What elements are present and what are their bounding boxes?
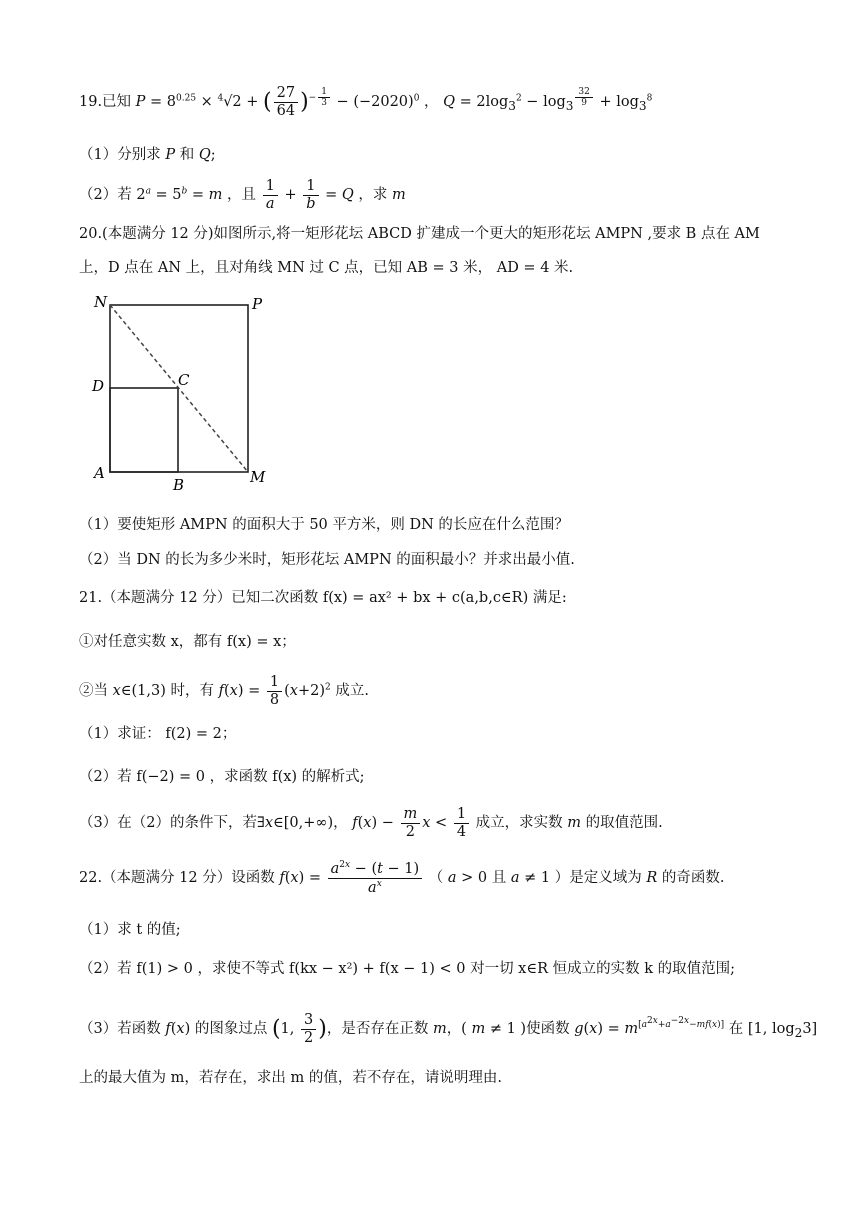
q21-condition1: ①对任意实数 x，都有 f(x) = x； bbox=[79, 634, 296, 650]
label-B: B bbox=[173, 476, 185, 494]
q22-stem: 22.（本题满分 12 分）设函数 f(x) = $\frac{a^{2x} - (t - 1)}{a^x}$ （ a > 0 且 a ≠ 1 ）是定义域为 R 的奇函数. bbox=[79, 860, 725, 896]
label-N: N bbox=[94, 293, 108, 311]
q20-stem-line1: 20.(本题满分 12 分)如图所示,将一矩形花坛 ABCD 扩建成一个更大的矩形花坛 AMPN ,要求 B 点在 AM bbox=[79, 226, 760, 242]
label-M: M bbox=[250, 468, 266, 486]
q21-part2: （2）若 f(−2) = 0 ，求函数 f(x) 的解析式; bbox=[79, 769, 365, 785]
q21-part1: （1）求证： f(2) = 2； bbox=[79, 726, 237, 742]
q20-part2: （2）当 DN 的长为多少米时，矩形花坛 AMPN 的面积最小？并求出最小值. bbox=[79, 552, 575, 568]
q21-stem: 21.（本题满分 12 分）已知二次函数 f(x) = ax² + bx + c(a,b,c∈R) 满足: bbox=[79, 590, 567, 606]
q21-part3: （3）在（2）的条件下，若∃x∈[0,+∞)， f(x) − $\frac{m}{2}$ x < $\frac{1}{4}$ 成立，求实数 m 的取值范围. bbox=[79, 806, 663, 840]
q22-part3-line1: （3）若函数 f(x) 的图象过点 (1, $\frac{3}{2}$ )，是否存在正数 m，( m ≠ 1 )使函数 g(x) = m[a2x+a−2x−mf(x)] 在 [1, $\log_23$] bbox=[79, 1012, 818, 1046]
q19-stem: 19.已知 $P = 8^{0.25} \times ^4√2$ + ( $\frac{27}{64}$ )$^{- \frac{1}{3}}$ − $(-2020)^0$ ， $Q = 2\log_3^2 - \log_3$ $^{\frac{32}{9}}$ + $\log_3^8$ bbox=[79, 85, 653, 119]
q20-stem-line2: 上，D 点在 AN 上，且对角线 MN 过 C 点，已知 AB = 3 米， AD = 4 米. bbox=[79, 260, 574, 276]
q21-condition2: ②当 x∈(1,3) 时，有 f(x) = $\frac{1}{8}$ $(x+2)^2$ 成立. bbox=[79, 674, 369, 708]
q22-part2: （2）若 f(1) > 0 ，求使不等式 f(kx − x²) + f(x − 1) < 0 对一切 x∈R 恒成立的实数 k 的取值范围; bbox=[79, 961, 736, 977]
q22-part1: （1）求 t 的值; bbox=[79, 922, 181, 938]
q20-part1: （1）要使矩形 AMPN 的面积大于 50 平方米，则 DN 的长应在什么范围？ bbox=[79, 517, 569, 533]
rect-ABCD bbox=[110, 388, 178, 472]
label-A: A bbox=[94, 464, 105, 482]
q19-part1: （1）分别求 P 和 Q; bbox=[79, 147, 216, 163]
q19-part2: （2）若 $2^a = 5^b = m$ ，且 $\frac{1}{a}$ + $\frac{1}{b}$ = Q ，求 m bbox=[79, 178, 406, 212]
q22-part3-line2: 上的最大值为 m，若存在，求出 m 的值，若不存在，请说明理由. bbox=[79, 1070, 502, 1086]
label-P: P bbox=[252, 295, 263, 313]
label-C: C bbox=[178, 371, 190, 389]
rectangle-figure bbox=[80, 290, 280, 495]
label-D: D bbox=[92, 377, 105, 395]
